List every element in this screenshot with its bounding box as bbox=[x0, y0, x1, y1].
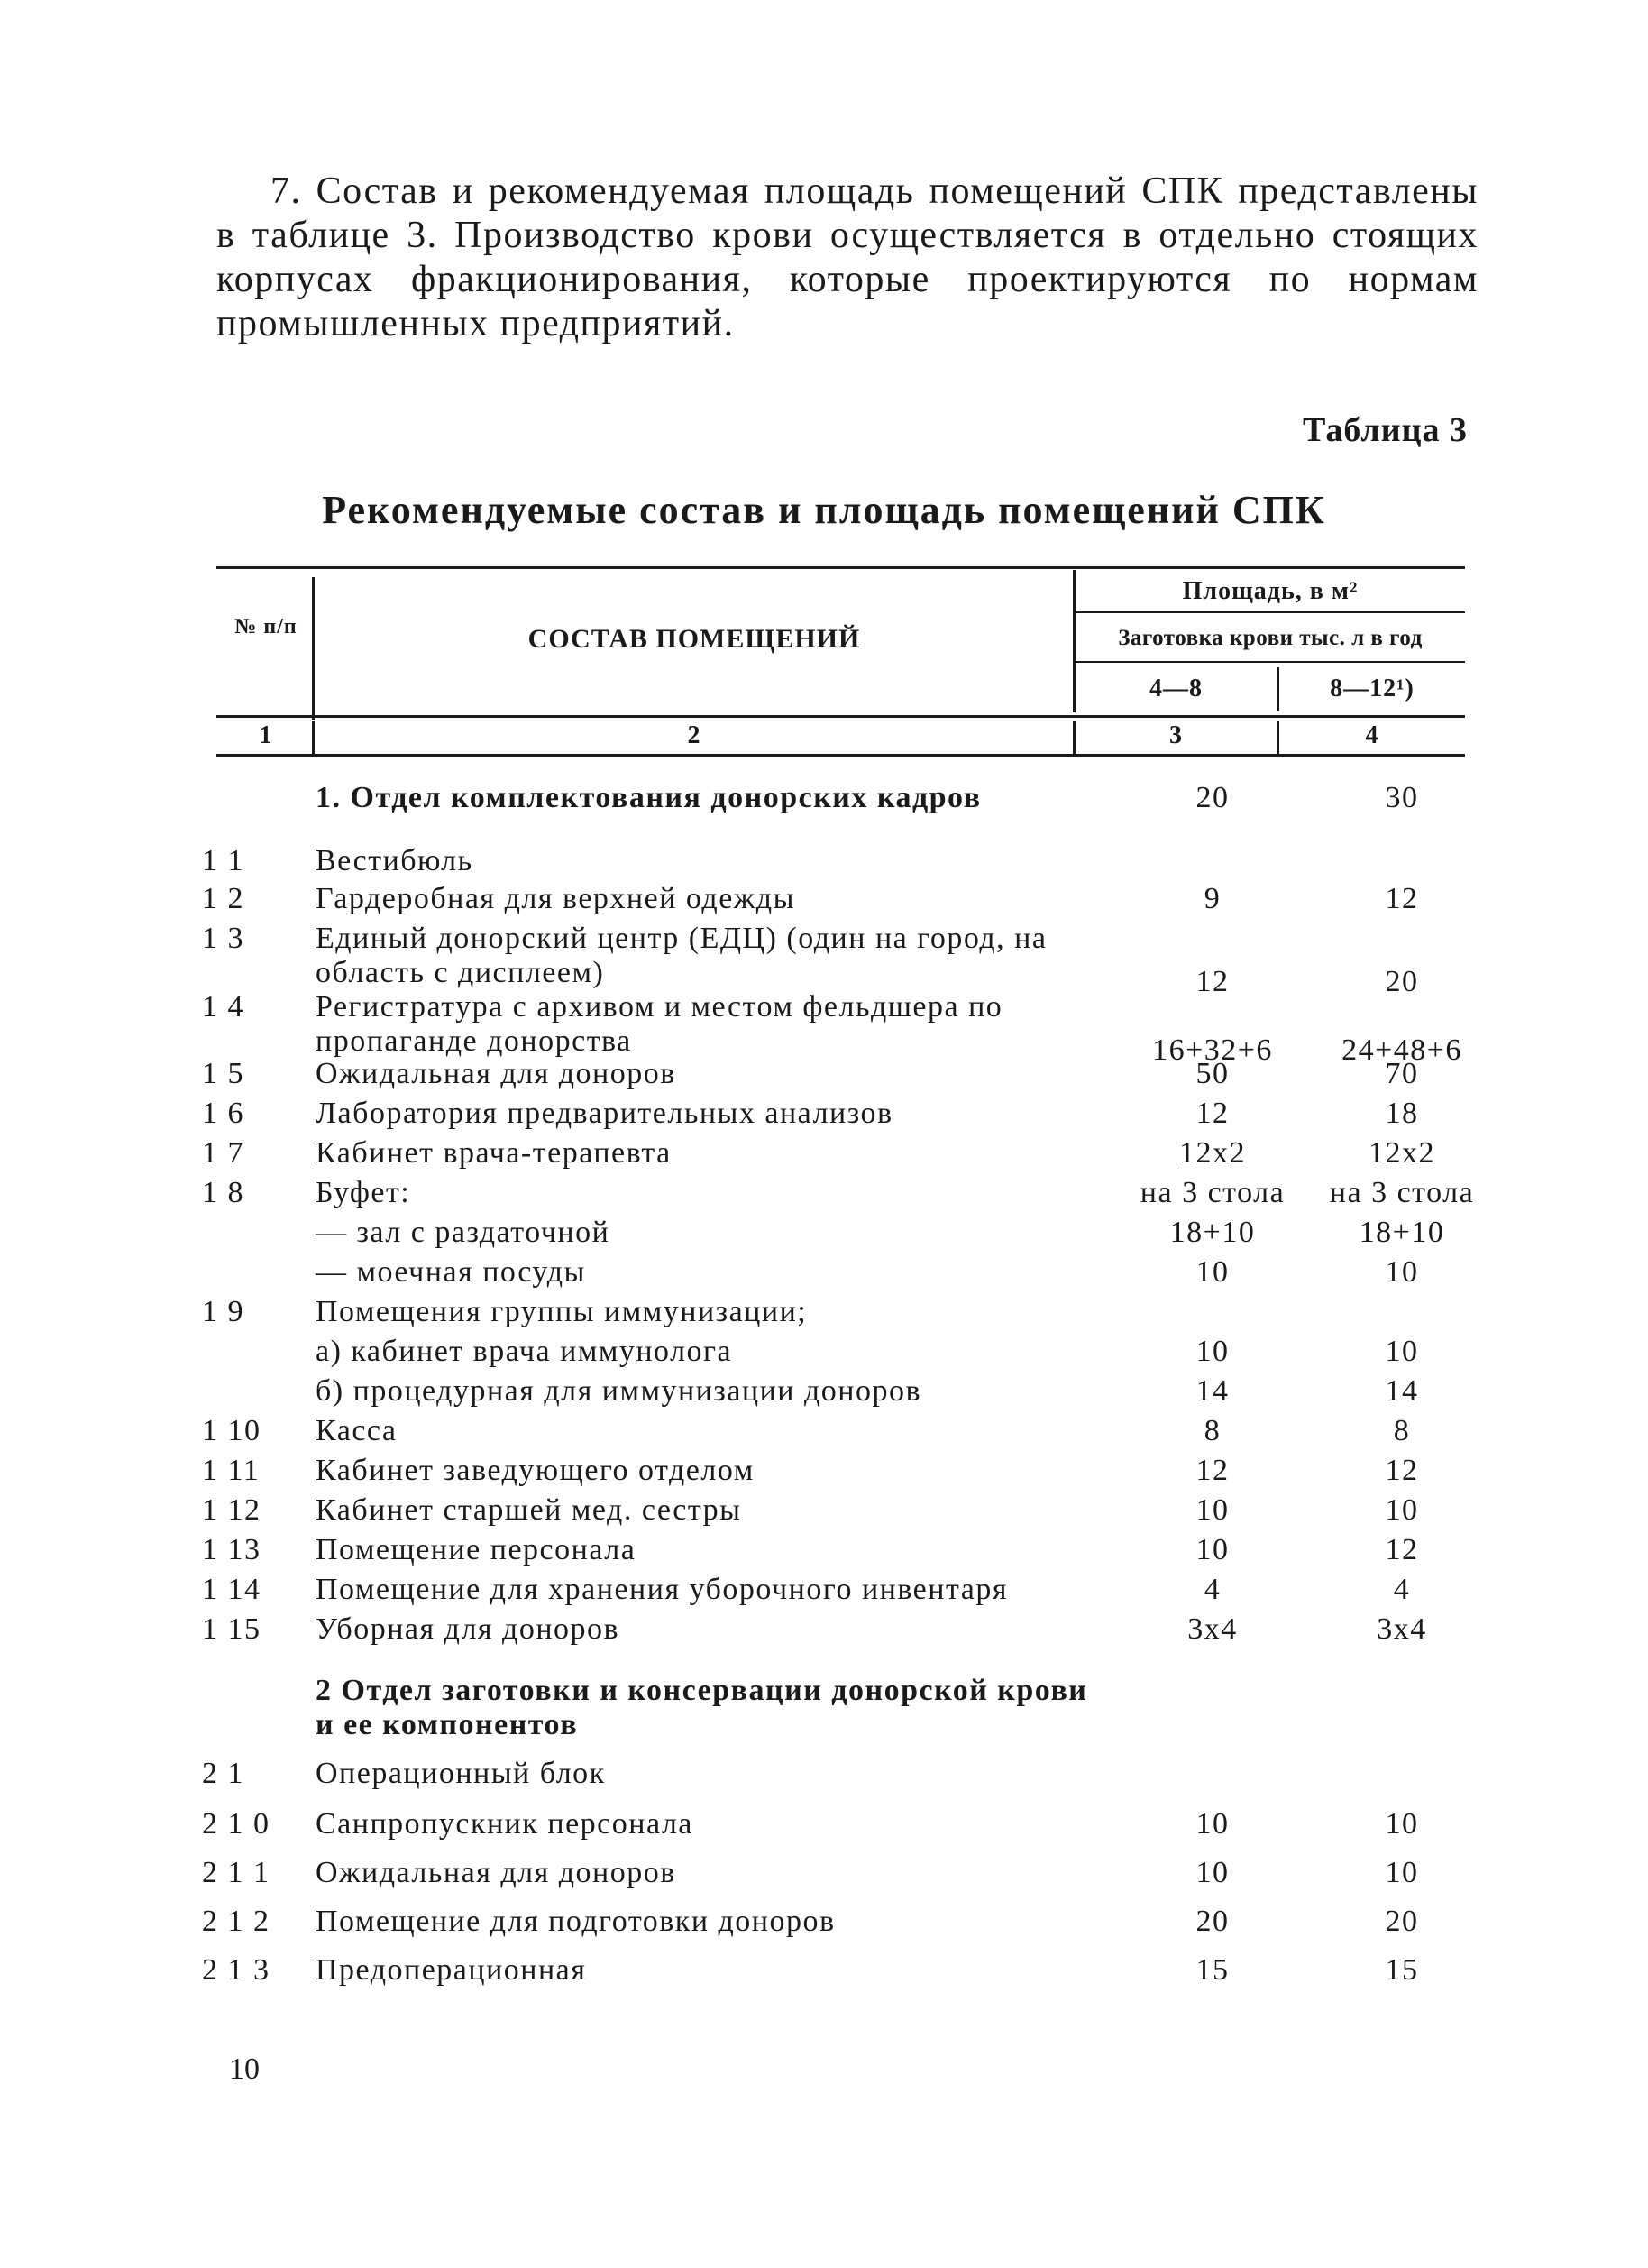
row-value-3: 15 bbox=[1195, 1953, 1230, 1987]
row-number: 1 2 bbox=[202, 882, 244, 915]
row-value-3: 50 bbox=[1195, 1057, 1230, 1090]
header-area: Площадь, в м² bbox=[1182, 577, 1359, 605]
row-number: 1 15 bbox=[202, 1612, 261, 1646]
row-value-4: 30 bbox=[1385, 781, 1419, 814]
row-value-4: 8 bbox=[1393, 1414, 1411, 1447]
row-value-3: 20 bbox=[1195, 1905, 1230, 1938]
row-name: Кабинет врача-терапевта bbox=[316, 1136, 672, 1170]
row-number: 2 1 0 bbox=[202, 1807, 270, 1841]
header-col-rooms: СОСТАВ ПОМЕЩЕНИЙ bbox=[527, 624, 861, 654]
row-value-4: 12 bbox=[1385, 1533, 1419, 1566]
row-name: Регистратура с архивом и местом фельдшера по пропаганде донорства bbox=[316, 990, 1003, 1058]
row-name: 1. Отдел комплектования донорских кадров bbox=[316, 781, 982, 814]
row-name: Помещение персонала bbox=[316, 1533, 636, 1566]
row-value-3: 8 bbox=[1204, 1414, 1222, 1447]
row-value-4: 24+48+6 bbox=[1341, 1033, 1462, 1067]
row-value-4: 15 bbox=[1385, 1953, 1419, 1987]
row-value-4: 12 bbox=[1385, 1454, 1419, 1487]
row-name: Гардеробная для верхней одежды bbox=[316, 882, 795, 915]
row-name: Ожидальная для доноров bbox=[316, 1057, 676, 1090]
row-value-3: 12 bbox=[1195, 1454, 1230, 1487]
table-title: Рекомендуемые состав и площадь помещений СПК bbox=[322, 488, 1326, 532]
index-col-1: 1 bbox=[259, 721, 273, 749]
row-value-4: 4 bbox=[1393, 1573, 1411, 1606]
row-value-4: 70 bbox=[1385, 1057, 1419, 1090]
row-name: — моечная посуды bbox=[316, 1255, 586, 1289]
row-value-4: 14 bbox=[1385, 1374, 1419, 1408]
row-value-4: 18 bbox=[1385, 1097, 1419, 1130]
page-number: 10 bbox=[229, 2052, 260, 2086]
row-value-3: 12 bbox=[1195, 1097, 1230, 1130]
row-value-3: 10 bbox=[1195, 1335, 1230, 1368]
row-number: 1 7 bbox=[202, 1136, 244, 1170]
row-name: Буфет: bbox=[316, 1176, 411, 1209]
row-value-3: 14 bbox=[1195, 1374, 1230, 1408]
row-value-4: 10 bbox=[1385, 1807, 1419, 1841]
index-col-2: 2 bbox=[687, 721, 701, 749]
row-value-3: 10 bbox=[1195, 1856, 1230, 1889]
row-value-4: 20 bbox=[1385, 1905, 1419, 1938]
header-col-4: 8—12¹) bbox=[1330, 675, 1415, 702]
row-name: Кабинет заведующего отделом bbox=[316, 1454, 755, 1487]
row-number: 1 12 bbox=[202, 1493, 261, 1527]
header-divider-1 bbox=[312, 577, 315, 720]
row-number: 2 1 2 bbox=[202, 1905, 270, 1938]
row-name: Ожидальная для доноров bbox=[316, 1856, 676, 1889]
row-number: 1 10 bbox=[202, 1414, 261, 1447]
row-number: 2 1 1 bbox=[202, 1856, 270, 1889]
row-value-3: 10 bbox=[1195, 1255, 1230, 1289]
header-harvest: Заготовка крови тыс. л в год bbox=[1118, 626, 1423, 650]
header-area-rule bbox=[1076, 611, 1465, 613]
header-harvest-rule bbox=[1076, 661, 1465, 663]
row-value-3: на 3 стола bbox=[1140, 1176, 1286, 1209]
row-value-3: 12 bbox=[1195, 965, 1230, 998]
row-number: 1 14 bbox=[202, 1573, 261, 1606]
row-value-3: 12x2 bbox=[1179, 1136, 1246, 1170]
row-name: Уборная для доноров bbox=[316, 1612, 620, 1646]
row-number: 1 3 bbox=[202, 922, 244, 955]
header-col-number: № п/п bbox=[234, 615, 298, 638]
row-value-4: 10 bbox=[1385, 1255, 1419, 1289]
row-value-4: 12 bbox=[1385, 882, 1419, 915]
row-name: 2 Отдел заготовки и консервации донорской крови и ее компонентов bbox=[316, 1674, 1088, 1741]
row-number: 2 1 3 bbox=[202, 1953, 270, 1987]
row-number: 1 5 bbox=[202, 1057, 244, 1090]
row-name: Помещение для хранения уборочного инвентаря bbox=[316, 1573, 1008, 1606]
row-name: Лаборатория предварительных анализов bbox=[316, 1097, 893, 1130]
row-name: а) кабинет врача иммунолога bbox=[316, 1335, 733, 1368]
row-name: — зал с раздаточной bbox=[316, 1216, 610, 1249]
header-bottom-rule bbox=[216, 715, 1465, 718]
row-name: Единый донорский центр (ЕДЦ) (один на город, на область с дисплеем) bbox=[316, 922, 1048, 989]
row-value-4: на 3 стола bbox=[1329, 1176, 1475, 1209]
intro-paragraph bbox=[216, 170, 1479, 346]
index-col-3: 3 bbox=[1169, 721, 1183, 749]
header-top-rule bbox=[216, 566, 1465, 569]
row-value-3: 3x4 bbox=[1187, 1612, 1238, 1646]
row-value-3: 20 bbox=[1195, 781, 1230, 814]
header-col-3: 4—8 bbox=[1149, 675, 1203, 702]
row-name: Помещение для подготовки доноров bbox=[316, 1905, 836, 1938]
row-name: Кабинет старшей мед. сестры bbox=[316, 1493, 742, 1527]
row-number: 1 13 bbox=[202, 1533, 261, 1566]
row-name: Вестибюль bbox=[316, 844, 473, 877]
row-name: Касса bbox=[316, 1414, 398, 1447]
row-value-4: 10 bbox=[1385, 1856, 1419, 1889]
row-value-3: 10 bbox=[1195, 1493, 1230, 1527]
row-value-4: 12x2 bbox=[1369, 1136, 1435, 1170]
row-number: 1 4 bbox=[202, 990, 244, 1024]
row-number: 1 6 bbox=[202, 1097, 244, 1130]
row-value-4: 20 bbox=[1385, 965, 1419, 998]
row-value-3: 4 bbox=[1204, 1573, 1222, 1606]
row-value-3: 18+10 bbox=[1169, 1216, 1256, 1249]
row-name: Санпропускник персонала bbox=[316, 1807, 693, 1841]
row-value-3: 10 bbox=[1195, 1807, 1230, 1841]
row-value-3: 16+32+6 bbox=[1152, 1033, 1273, 1067]
index-col-4: 4 bbox=[1365, 721, 1379, 749]
row-value-4: 18+10 bbox=[1359, 1216, 1445, 1249]
row-name: Помещения группы иммунизации; bbox=[316, 1295, 808, 1328]
intro-text: 7. Состав и рекомендуемая площадь помещений СПК представлены в таблице 3. Производство крови осуществляется в отдельно стоящих корпусах фракционирования, которые проектируются по нормам промышленных предприятий. bbox=[216, 170, 1479, 344]
row-value-4: 10 bbox=[1385, 1335, 1419, 1368]
row-value-4: 10 bbox=[1385, 1493, 1419, 1527]
row-name: Предоперационная bbox=[316, 1953, 587, 1987]
row-number: 1 11 bbox=[202, 1454, 261, 1487]
row-value-3: 9 bbox=[1204, 882, 1222, 915]
row-number: 1 8 bbox=[202, 1176, 244, 1209]
row-name: б) процедурная для иммунизации доноров bbox=[316, 1374, 922, 1408]
row-number: 1 1 bbox=[202, 844, 244, 877]
index-bottom-rule bbox=[216, 754, 1465, 757]
row-number: 2 1 bbox=[202, 1757, 244, 1790]
index-divider-1 bbox=[312, 721, 315, 754]
table-label: Таблица 3 bbox=[1302, 411, 1468, 449]
row-name: Операционный блок bbox=[316, 1757, 606, 1790]
row-value-4: 3x4 bbox=[1377, 1612, 1427, 1646]
row-value-3: 10 bbox=[1195, 1533, 1230, 1566]
row-number: 1 9 bbox=[202, 1295, 244, 1328]
